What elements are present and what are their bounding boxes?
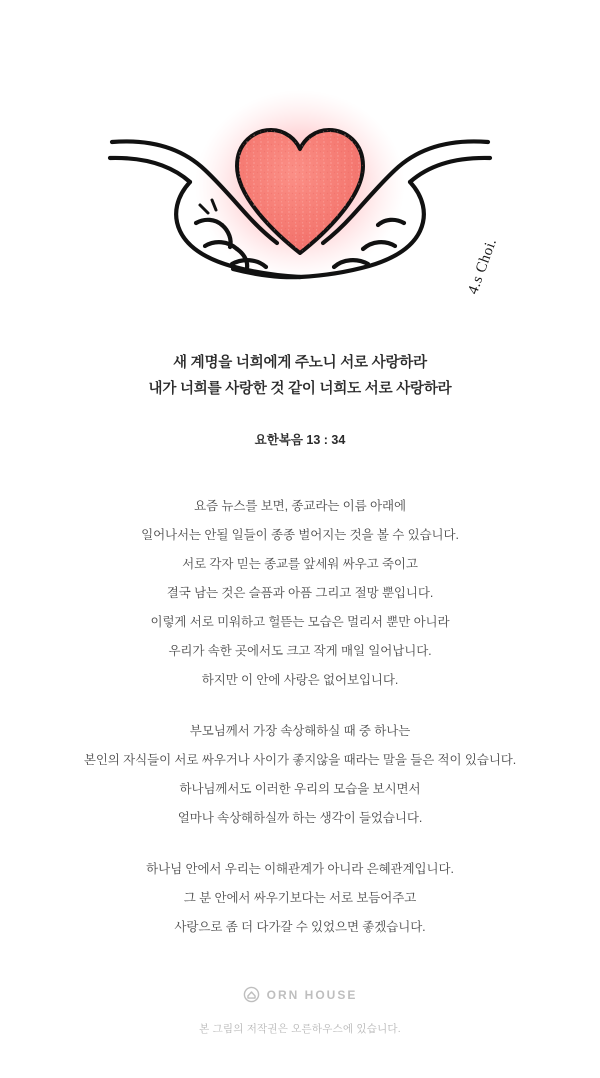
paragraph <box>20 855 580 942</box>
text-line: 일어나서는 안될 일들이 종종 벌어지는 것을 볼 수 있습니다. <box>141 528 459 542</box>
text-line: 요즘 뉴스를 보면, 종교라는 이름 아래에 <box>194 499 406 513</box>
verse-reference: 요한복음 13 : 34 <box>254 433 346 447</box>
artist-signature: 4.s Choi. <box>464 236 500 297</box>
brand-lockup <box>243 986 358 1003</box>
body-text <box>20 492 580 942</box>
verse-block <box>149 350 452 448</box>
text-line: 부모님께서 가장 속상해하실 때 중 하나는 <box>189 724 411 738</box>
orn-house-logo-icon <box>243 986 260 1003</box>
text-line: 얼마나 속상해하실까 하는 생각이 들었습니다. <box>177 811 423 825</box>
illustration-area <box>0 0 600 340</box>
text-line: 우리가 속한 곳에서도 크고 작게 매일 일어납니다. <box>168 644 432 658</box>
copyright-text: 본 그림의 저작권은 오른하우스에 있습니다. <box>199 1023 401 1035</box>
text-line: 하지만 이 안에 사랑은 없어보입니다. <box>201 673 399 687</box>
brand-name: ORN HOUSE <box>266 987 358 1002</box>
text-line: 이렇게 서로 미워하고 헐뜯는 모습은 멀리서 뿐만 아니라 <box>150 615 450 629</box>
footer <box>0 986 600 1036</box>
text-line: 결국 남는 것은 슬픔과 아픔 그리고 절망 뿐입니다. <box>166 586 434 600</box>
hands-holding-heart-illustration <box>0 0 600 340</box>
paragraph <box>20 717 580 833</box>
text-line: 사랑으로 좀 더 다가갈 수 있었으면 좋겠습니다. <box>174 920 426 934</box>
text-line: 본인의 자식들이 서로 싸우거나 사이가 좋지않을 때라는 말을 들은 적이 있습니다. <box>83 753 517 767</box>
text-line: 하나님 안에서 우리는 이해관계가 아니라 은혜관계입니다. <box>146 862 454 876</box>
verse-line: 내가 너희를 사랑한 것 같이 너희도 서로 사랑하라 <box>148 381 452 397</box>
text-line: 그 분 안에서 싸우기보다는 서로 보듬어주고 <box>183 891 417 905</box>
text-line: 하나님께서도 이러한 우리의 모습을 보시면서 <box>179 782 421 796</box>
paragraph <box>20 492 580 695</box>
verse-line: 새 계명을 너희에게 주노니 서로 사랑하라 <box>173 355 427 371</box>
text-line: 서로 각자 믿는 종교를 앞세워 싸우고 죽이고 <box>182 557 418 571</box>
